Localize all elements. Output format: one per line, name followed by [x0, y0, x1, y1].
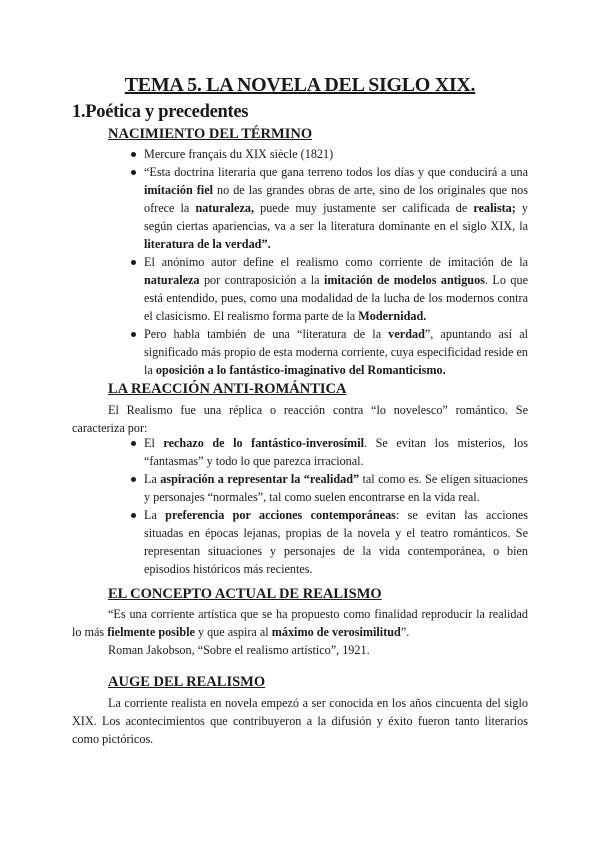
- list-item: El rechazo de lo fantástico-inverosímil. Se evitan los misterios, los “fantasmas” y todo lo que parezca irracional.: [108, 434, 528, 470]
- auge-text: La corriente realista en novela empezó a ser conocida en los años cincuenta del siglo XIX. Los acontecimientos que contribuyeron a la difusión y éxito fueron tanto literarios como pictóricos.: [72, 696, 528, 746]
- bullet-icon: [131, 260, 136, 265]
- document-title: TEMA 5. LA NOVELA DEL SIGLO XIX.: [124, 74, 476, 96]
- nacimiento-list: [108, 145, 528, 379]
- list-item: La aspiración a representar la “realidad” tal como es. Se eligen situaciones y personajes “normales”, tal como suelen encontrarse en la vida real.: [108, 470, 528, 506]
- list-item: El anónimo autor define el realismo como corriente de imitación de la naturaleza por contraposición a la imitación de modelos antiguos. Lo que está entendido, pues, como una modalidad de la lucha de los modernos contra el clasicismo. El realismo forma parte de la Modernidad.: [108, 253, 528, 325]
- bullet-icon: [131, 170, 136, 175]
- reaccion-list: [108, 434, 528, 578]
- heading-nacimiento: NACIMIENTO DEL TÉRMINO: [108, 126, 313, 142]
- list-item: La preferencia por acciones contemporáneas: se evitan las acciones situadas en épocas lejanas, propias de la novela y el teatro románticos. Se representan situaciones y personajes de la vida contemporánea, o bien episodios históricos más recientes.: [108, 506, 528, 578]
- list-item: “Esta doctrina literaria que gana terreno todos los días y que conducirá a una imitación fiel no de las grandes obras de arte, sino de los originales que nos ofrece la naturaleza, puede muy justamente ser calificada de realista; y según ciertas apariencias, va a ser la literatura dominante en el siglo XIX, la literatura de la verdad”.: [108, 163, 528, 253]
- list-item: Mercure français du XIX siècle (1821): [108, 145, 528, 163]
- list-item: Pero habla también de una “literatura de la verdad”, apuntando así al significado más propio de esta moderna corriente, cuya especificidad reside en la oposición a lo fantástico-imaginativo del Romanticismo.: [108, 325, 528, 379]
- bullet-icon: [131, 513, 136, 518]
- bullet-icon: [131, 477, 136, 482]
- reaccion-intro: El Realismo fue una réplica o reacción contra “lo novelesco” romántico. Se caracteriza por:: [72, 403, 528, 435]
- concepto-quote: “Es una corriente artística que se ha propuesto como finalidad reproducir la realidad lo más fielmente posible y que aspira al máximo de verosimilitud”.: [72, 607, 528, 639]
- bullet-icon: [131, 441, 136, 446]
- concepto-source: Roman Jakobson, “Sobre el realismo artístico”, 1921.: [108, 643, 370, 657]
- heading-auge: AUGE DEL REALISMO: [108, 674, 266, 690]
- heading-concepto: EL CONCEPTO ACTUAL DE REALISMO: [108, 586, 382, 602]
- section-heading: 1.Poética y precedentes: [72, 102, 249, 122]
- bullet-icon: [131, 152, 136, 157]
- heading-reaccion: LA REACCIÓN ANTI-ROMÁNTICA: [108, 381, 347, 397]
- bullet-icon: [131, 332, 136, 337]
